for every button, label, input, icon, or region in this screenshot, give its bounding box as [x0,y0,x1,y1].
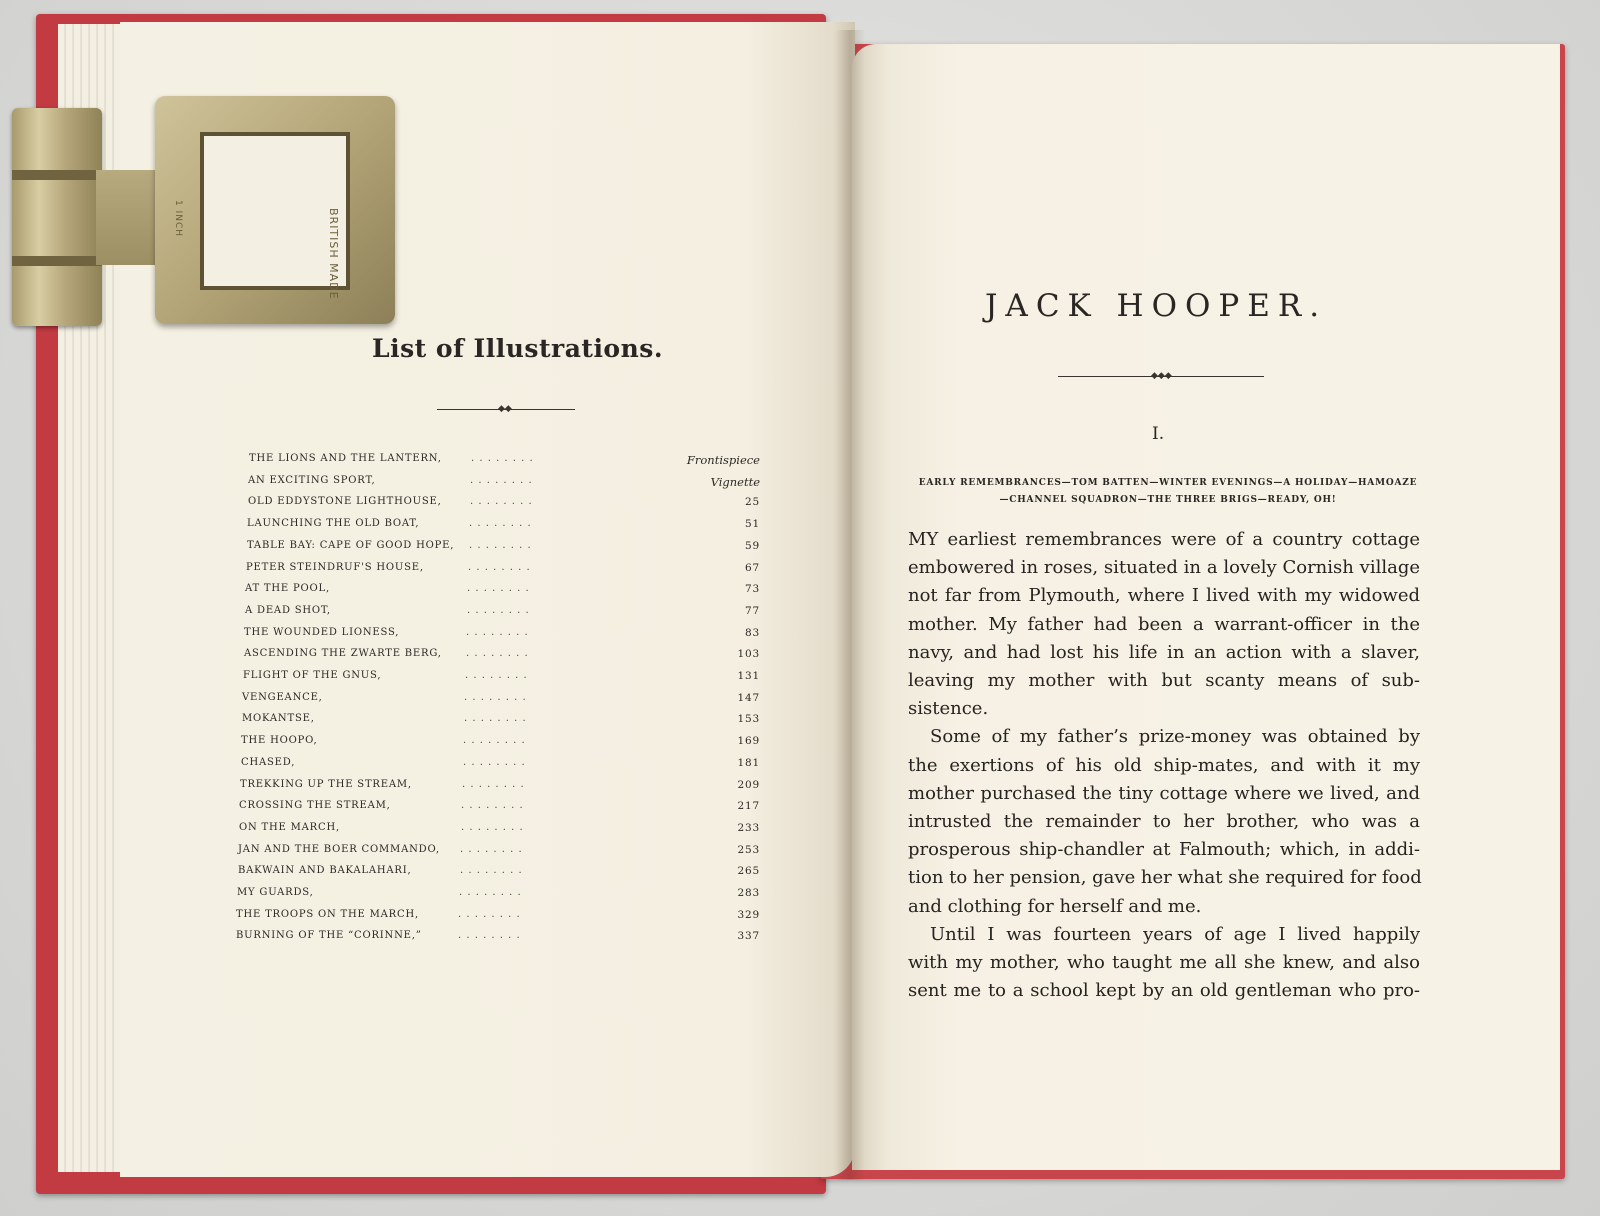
illustration-title: TABLE BAY: CAPE OF GOOD HOPE, [247,539,455,551]
dot-leader: . . . . . . . . [470,474,533,486]
dot-leader: . . . . . . . . [469,518,532,530]
dot-leader: . . . . . . . . [463,735,526,747]
illustration-title: A DEAD SHOT, [245,604,331,616]
illustration-entry [241,735,760,753]
illustration-page-number: 59 [745,539,760,552]
illustration-title: CROSSING THE STREAM, [239,800,391,812]
illustration-entry [239,822,760,840]
list-of-illustrations-heading: List of Illustrations. [372,334,664,363]
body-text-line: mother purchased the tiny cottage where we lived, and [908,782,1420,804]
illustration-page-number: 181 [737,756,760,769]
illustration-title: AT THE POOL, [245,583,330,595]
illustration-title: THE WOUNDED LIONESS, [244,626,400,638]
illustration-title: MOKANTSE, [242,713,315,725]
illustration-page-number: 265 [737,865,760,878]
illustration-entry [247,518,760,536]
illustration-entry [248,496,760,514]
dot-leader: . . . . . . . . [458,908,521,920]
clip-stamp-made: BRITISH MADE [327,208,340,300]
illustration-entry [236,909,760,927]
illustration-title: ASCENDING THE ZWARTE BERG, [244,648,442,660]
illustration-page-number: 329 [737,908,760,921]
illustration-entry [237,887,760,905]
chapter-summary-line: EARLY REMEMBRANCES—TOM BATTEN—WINTER EVENINGS—A HOLIDAY—HAMOAZE [918,478,1418,488]
body-text-line: mother. My father had been a warrant-officer in the [908,613,1420,635]
illustration-title: BURNING OF THE “CORINNE,” [236,930,422,942]
body-text-line: tion to her pension, gave her what she required for food [908,867,1422,889]
hinge-band [12,170,102,180]
dot-leader: . . . . . . . . [471,453,534,464]
dot-leader: . . . . . . . . [465,670,528,681]
illustration-title: TREKKING UP THE STREAM, [240,778,412,790]
illustration-page-number: 283 [737,887,760,899]
illustration-entry [249,453,760,471]
illustration-title: BAKWAIN AND BAKALAHARI, [238,865,412,877]
dot-leader: . . . . . . . . [461,800,524,812]
illustration-entry [244,627,760,645]
illustration-entry [241,757,760,775]
ornament-diamond: ◆◆◆ [1151,371,1172,381]
illustration-page-number: 209 [737,778,760,791]
dot-leader: . . . . . . . . [467,583,530,595]
dot-leader: . . . . . . . . [460,865,523,877]
illustration-page-number: 153 [737,713,760,726]
illustration-page-number: 103 [737,648,760,661]
illustration-entry [242,692,760,710]
dot-leader: . . . . . . . . [463,756,526,768]
dot-leader: . . . . . . . . [466,648,529,660]
dot-leader: . . . . . . . . [470,496,533,508]
illustration-page-number: 337 [737,930,760,943]
dot-leader: . . . . . . . . [468,561,531,573]
illustration-page-number: Frontispiece [686,453,760,467]
illustration-title: THE HOOPO, [241,735,318,747]
illustration-entry [243,670,760,688]
ornament-diamond: ◆◆ [498,404,512,414]
body-text-line: MY earliest remembrances were of a country cottage [908,529,1420,550]
illustration-entry [236,930,760,948]
illustration-title: MY GUARDS, [237,887,314,898]
dot-leader: . . . . . . . . [462,778,525,790]
illustration-entry [248,475,760,493]
body-text-line: intrusted the remainder to her brother, who was a [908,811,1420,832]
dot-leader: . . . . . . . . [466,626,529,638]
hinge-band [12,256,102,266]
illustration-title: THE TROOPS ON THE MARCH, [236,908,419,920]
illustration-page-number: 253 [737,843,760,856]
body-text-line: the exertions of his old ship-mates, and with it my [908,754,1420,776]
body-text-line: embowered in roses, situated in a lovely Cornish village [908,557,1420,579]
clip-stamp-inch: 1 INCH [173,200,183,238]
book-title: JACK HOOPER. [985,288,1328,324]
illustration-title: AN EXCITING SPORT, [248,474,376,486]
brass-clip-hinge [12,108,102,326]
dot-leader: . . . . . . . . [464,691,527,703]
dot-leader: . . . . . . . . [460,843,523,855]
body-text-line: Some of my father’s prize-money was obtained by [930,726,1420,748]
body-text-line: Until I was fourteen years of age I lived happily [930,923,1420,945]
illustration-title: JAN AND THE BOER COMMANDO, [238,843,440,855]
illustration-page-number: 77 [745,604,760,617]
illustration-page-number: Vignette [710,474,760,489]
dot-leader: . . . . . . . . [467,604,530,616]
illustration-page-number: 131 [737,670,760,682]
illustration-page-number: 25 [745,496,760,509]
illustration-title: CHASED, [241,756,296,768]
illustration-page-number: 169 [737,735,760,748]
illustration-page-number: 147 [737,691,760,704]
illustration-title: THE LIONS AND THE LANTERN, [249,453,442,464]
body-text-line: sistence. [908,698,989,720]
illustration-entry [238,865,760,883]
book-gutter [835,30,865,1180]
illustration-title: PETER STEINDRUF'S HOUSE, [246,561,424,573]
illustration-entry [245,583,760,601]
illustration-title: OLD EDDYSTONE LIGHTHOUSE, [248,496,442,508]
body-text-line: with my mother, who taught me all she knew, and also [908,952,1420,973]
dot-leader: . . . . . . . . [464,713,527,725]
illustration-page-number: 73 [745,583,760,596]
illustration-title: LAUNCHING THE OLD BOAT, [247,518,420,530]
illustration-title: FLIGHT OF THE GNUS, [243,670,382,681]
chapter-summary-line: —CHANNEL SQUADRON—THE THREE BRIGS—READY, OH! [999,495,1337,505]
brass-page-clip [155,96,395,324]
illustration-entry [246,562,760,580]
body-text-line: sent me to a school kept by an old gentleman who pro- [908,980,1420,1002]
dot-leader: . . . . . . . . [459,887,522,898]
illustration-page-number: 233 [737,821,760,834]
dot-leader: . . . . . . . . [458,930,521,942]
illustration-entry [244,648,760,666]
body-text-line: not far from Plymouth, where I lived with my widowed [908,585,1420,607]
body-text-line: prosperous ship-chandler at Falmouth; which, in addi- [908,839,1420,861]
illustration-title: ON THE MARCH, [239,821,340,833]
dot-leader: . . . . . . . . [461,821,524,833]
illustration-entry [247,540,760,558]
illustration-title: VENGEANCE, [242,691,323,703]
illustration-page-number: 67 [745,561,760,574]
chapter-number: I. [1152,424,1165,444]
illustration-page-number: 217 [737,800,760,813]
illustration-entry [240,779,760,797]
illustration-page-number: 83 [745,626,760,639]
dot-leader: . . . . . . . . [469,539,532,551]
illustration-entry [238,844,760,862]
illustration-entry [239,800,760,818]
illustration-entry [245,605,760,623]
body-text-line: navy, and had lost his life in an action with a slaver, [908,641,1420,663]
illustration-page-number: 51 [745,518,760,531]
body-text-line: and clothing for herself and me. [908,895,1202,917]
body-text-line: leaving my mother with but scanty means of sub- [908,670,1420,691]
illustration-entry [242,713,760,731]
